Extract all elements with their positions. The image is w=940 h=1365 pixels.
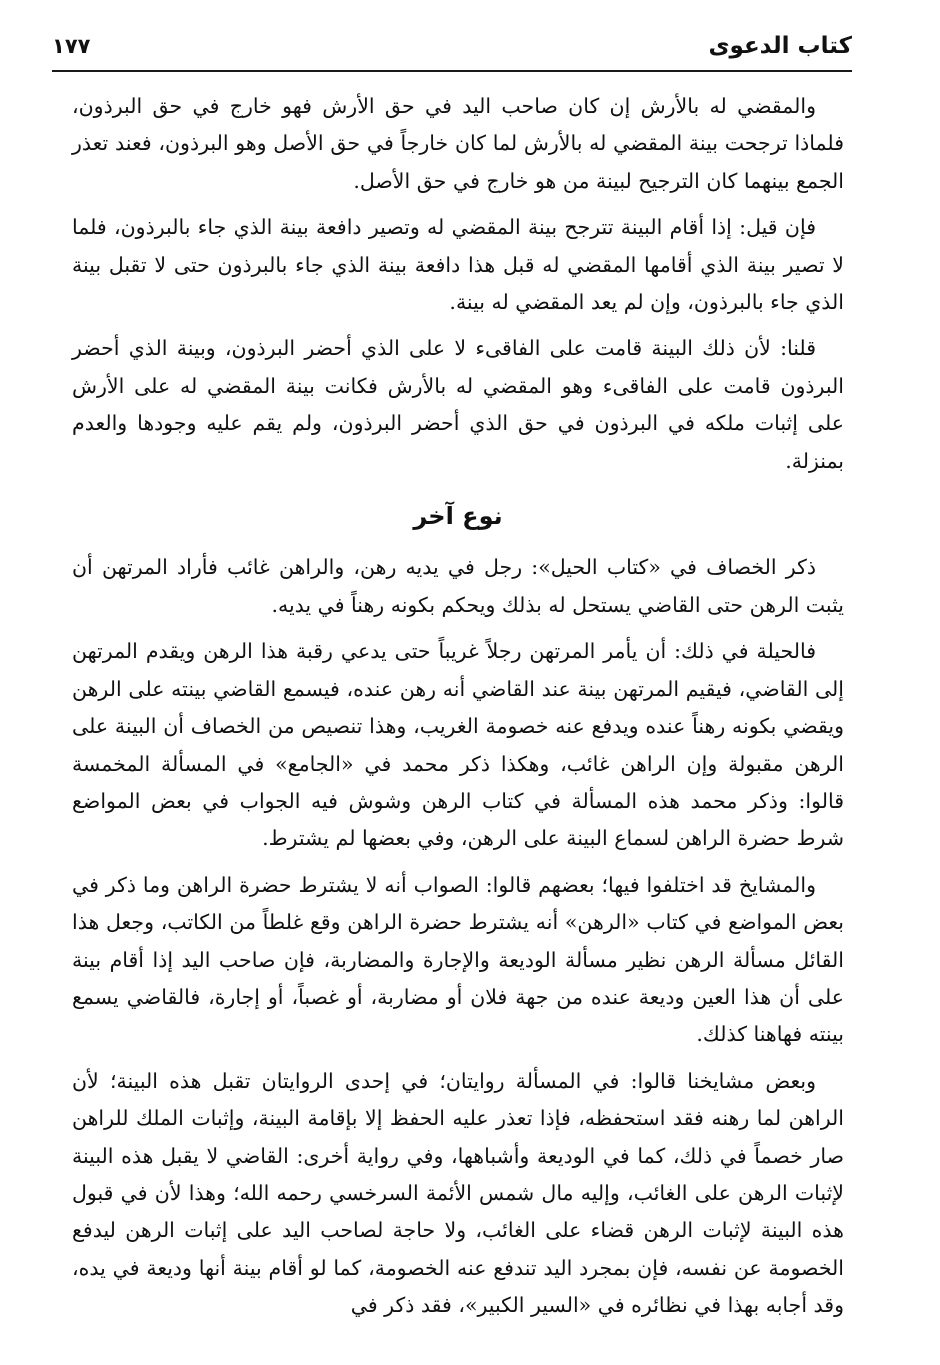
paragraph: فإن قيل: إذا أقام البينة تترجح بينة المقضي له وتصير دافعة بينة الذي جاء بالبرذون، فلما لا تصير بينة الذي أقامها المقضي له قبل هذا دافعة بينة الذي جاء بالبرذون حتى لا تقبل بينة الذي جاء بالبرذون، وإن لم يعد المقضي له بينة.: [72, 215, 844, 315]
page-number: ١٧٧: [52, 34, 91, 58]
book-title: كتاب الدعوى: [708, 33, 852, 59]
running-header: [52, 22, 852, 70]
paragraph: والمشايخ قد اختلفوا فيها؛ بعضهم قالوا: الصواب أنه لا يشترط حضرة الراهن وما ذكر في بعض المواضع في كتاب «الرهن» أنه يشترط حضرة الراهن وقع غلطاً من الكاتب، وجعل هذا القائل مسألة الرهن نظير مسألة الوديعة والإجارة والمضاربة، فإن صاحب اليد إذا أقام بينة على أن هذا العين وديعة عنده من جهة فلان أو مضاربة، أو غصباً، أو إجارة، فالقاضي يسمع بينته فهاهنا كذلك.: [72, 872, 844, 1047]
header-divider: [52, 70, 852, 72]
page-body: [72, 88, 844, 1334]
paragraph: وبعض مشايخنا قالوا: في المسألة روايتان؛ في إحدى الروايتان تقبل هذه البينة؛ لأن الراهن لما رهنه فقد استحفظه، فإذا تعذر عليه الحفظ إلا بإقامة البينة، وإثبات الملك للراهن صار خصماً في ذلك، كما في الوديعة وأشباهها، وفي رواية أخرى: القاضي لا يقبل هذه البينة لإثبات الرهن على الغائب، وإليه مال شمس الأئمة السرخسي رحمه الله؛ وهذا لأن في قبول هذه البينة لإثبات الرهن قضاء على الغائب، ولا حاجة لصاحب اليد على إثبات الرهن ليدفع الخصومة عن نفسه، فإن بمجرد اليد تندفع عنه الخصومة، كما لو أقام بينة أنها وديعة في يده، وقد أجابه بهذا في نظائره في «السير الكبير»، فقد ذكر في: [72, 1068, 844, 1318]
paragraph: قلنا: لأن ذلك البينة قامت على الفاقىء لا على الذي أحضر البرذون، وبينة الذي أحضر البرذون قامت على الفاقىء وهو المقضي له بالأرش فكانت بينة المقضي له على الأرش على إثبات ملكه في البرذون في حق الذي أحضر البرذون، ولم يقم عليه وجودها والعدم بمنزلة.: [72, 336, 844, 473]
paragraph: والمقضي له بالأرش إن كان صاحب اليد في حق الأرش فهو خارج في حق البرذون، فلماذا ترجحت بينة المقضي له بالأرش لما كان خارجاً في حق الأصل وهو البرذون، فعند تعذر الجمع بينهما كان الترجيح لبينة من هو خارج في حق الأصل.: [72, 94, 844, 193]
section-heading: نوع آخر: [413, 502, 503, 531]
paragraph: فالحيلة في ذلك: أن يأمر المرتهن رجلاً غريباً حتى يدعي رقبة هذا الرهن ويقدم المرتهن إلى القاضي، فيقيم المرتهن بينة عند القاضي أنه رهن عنده، فيسمع القاضي بينته على الرهن ويقضي بكونه رهناً عنده ويدفع عنه خصومة الغريب، وهذا تنصيص من الخصاف أن البينة على الرهن مقبولة وإن الراهن غائب، وهكذا ذكر محمد في «الجامع» في المسألة المخمسة قالوا: وذكر محمد هذه المسألة في كتاب الرهن وشوش فيه الجواب في بعض المواضع شرط حضرة الراهن لسماع البينة على الرهن، وفي بعضها لم يشترط.: [72, 639, 844, 851]
paragraph: ذكر الخصاف في «كتاب الحيل»: رجل في يديه رهن، والراهن غائب فأراد المرتهن أن يثبت الرهن حتى القاضي يستحل له بذلك ويحكم بكونه رهناً في يديه.: [72, 555, 844, 617]
